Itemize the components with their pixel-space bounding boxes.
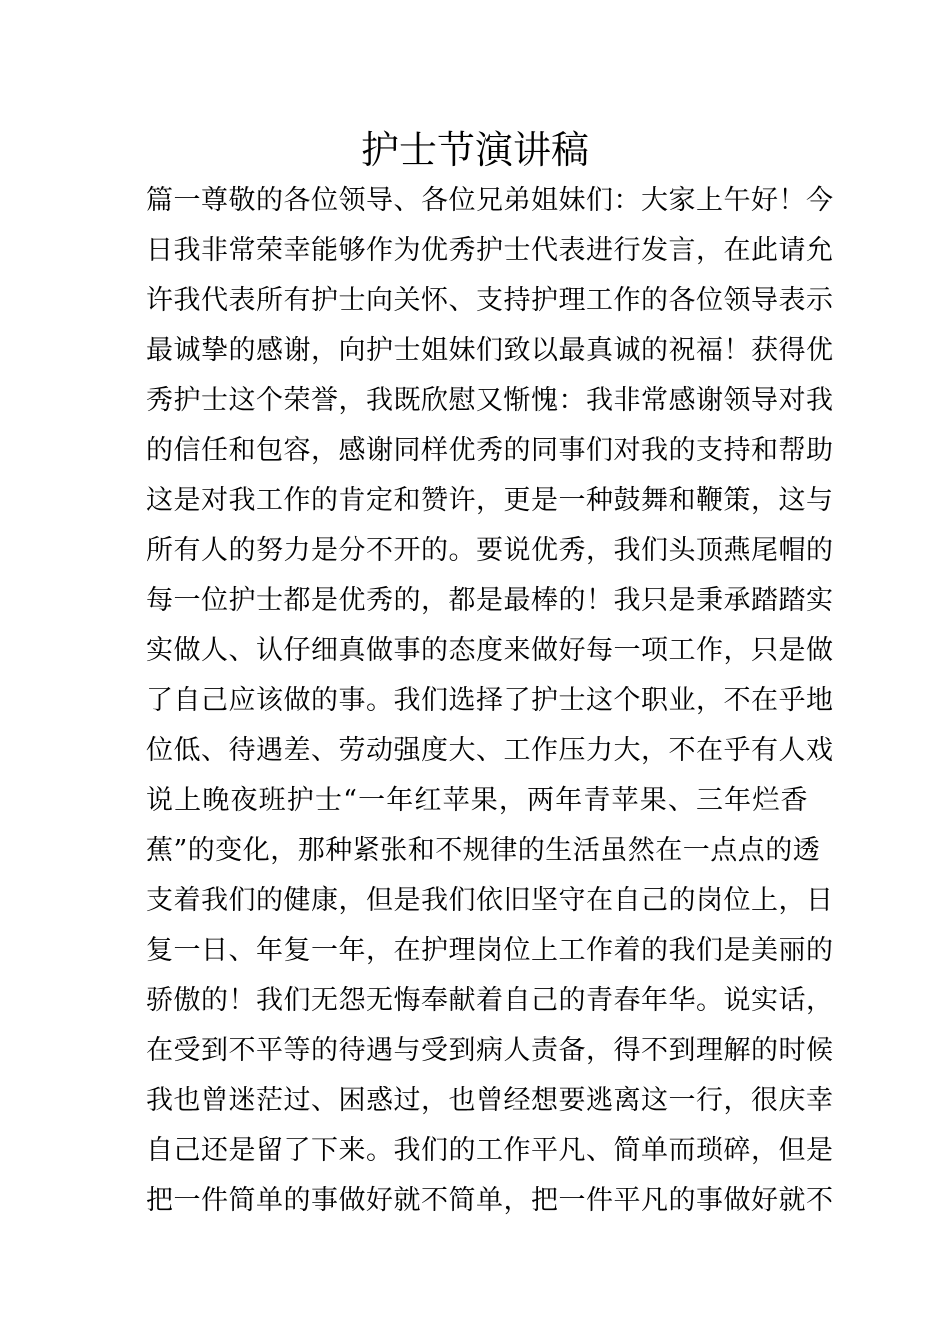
text-line: 的信任和包容，感谢同样优秀的同事们对我的支持和帮助 bbox=[146, 435, 834, 466]
document-title: 护士节演讲稿 bbox=[360, 128, 589, 172]
text-line: 实做人、认仔细真做事的态度来做好每一项工作，只是做 bbox=[146, 635, 834, 666]
text-line: 骄傲的！我们无怨无悔奉献着自己的青春年华。说实话， bbox=[146, 985, 834, 1016]
text-line: 蕉”的变化，那种紧张和不规律的生活虽然在一点点的透 bbox=[146, 835, 821, 866]
document-body bbox=[146, 176, 834, 1226]
text-line: 复一日、年复一年，在护理岗位上工作着的我们是美丽的 bbox=[146, 935, 834, 966]
text-line: 所有人的努力是分不开的。要说优秀，我们头顶燕尾帽的 bbox=[146, 535, 834, 566]
text-line: 最诚挚的感谢，向护士姐妹们致以最真诚的祝福！获得优 bbox=[146, 335, 834, 366]
text-line: 这是对我工作的肯定和赞许，更是一种鼓舞和鞭策，这与 bbox=[146, 485, 834, 516]
text-line: 自己还是留了下来。我们的工作平凡、简单而琐碎，但是 bbox=[146, 1135, 834, 1166]
text-line: 每一位护士都是优秀的，都是最棒的！我只是秉承踏踏实 bbox=[146, 585, 834, 616]
text-line: 说上晚夜班护士“一年红苹果，两年青苹果、三年烂香 bbox=[146, 785, 808, 816]
text-line: 篇一尊敬的各位领导、各位兄弟姐妹们：大家上午好！今 bbox=[146, 185, 834, 216]
text-line: 支着我们的健康，但是我们依旧坚守在自己的岗位上，日 bbox=[146, 885, 834, 916]
text-line: 在受到不平等的待遇与受到病人责备，得不到理解的时候 bbox=[146, 1035, 834, 1066]
text-line: 把一件简单的事做好就不简单，把一件平凡的事做好就不 bbox=[146, 1185, 834, 1216]
text-line: 了自己应该做的事。我们选择了护士这个职业，不在乎地 bbox=[146, 685, 834, 716]
text-line: 许我代表所有护士向关怀、支持护理工作的各位领导表示 bbox=[146, 285, 834, 316]
text-line: 我也曾迷茫过、困惑过，也曾经想要逃离这一行，很庆幸 bbox=[146, 1085, 834, 1116]
text-line: 位低、待遇差、劳动强度大、工作压力大，不在乎有人戏 bbox=[146, 735, 834, 766]
text-line: 日我非常荣幸能够作为优秀护士代表进行发言，在此请允 bbox=[146, 235, 834, 266]
text-line: 秀护士这个荣誉，我既欣慰又惭愧：我非常感谢领导对我 bbox=[146, 385, 834, 416]
